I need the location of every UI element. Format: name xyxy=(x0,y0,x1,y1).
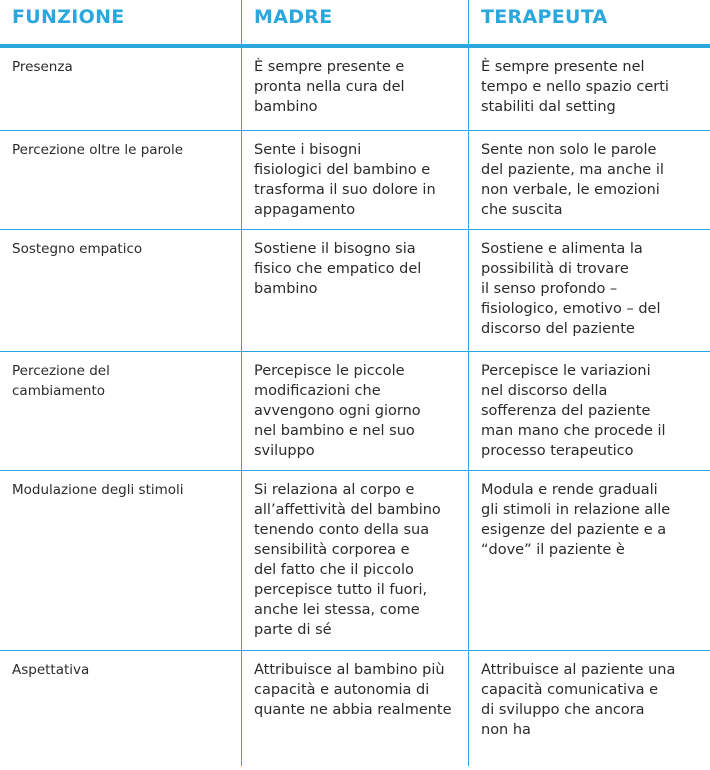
table-row xyxy=(0,471,710,651)
table-row xyxy=(0,651,710,766)
cell-terapeuta: Modula e rende graduali gli stimoli in relazione alle esigenze del paziente e a “dove” il paziente è xyxy=(468,471,710,650)
cell-terapeuta: Attribuisce al paziente una capacità comunicativa e di sviluppo che ancora non ha xyxy=(468,651,710,766)
cell-terapeuta: È sempre presente nel tempo e nello spazio certi stabiliti dal setting xyxy=(468,48,710,130)
table-row xyxy=(0,131,710,230)
cell-funzione: Aspettativa xyxy=(12,662,90,678)
cell-madre: Sente i bisogni fisiologici del bambino e trasforma il suo dolore in appagamento xyxy=(241,131,468,229)
header-terapeuta: TERAPEUTA xyxy=(468,0,710,44)
cell-funzione: Sostegno empatico xyxy=(12,241,143,257)
cell-terapeuta: Sente non solo le parole del paziente, ma anche il non verbale, le emozioni che suscita xyxy=(468,131,710,229)
table-row xyxy=(0,230,710,352)
table-row xyxy=(0,48,710,131)
cell-funzione: Presenza xyxy=(12,59,73,75)
table-row xyxy=(0,352,710,471)
cell-funzione: Modulazione degli stimoli xyxy=(12,482,184,498)
cell-madre: Sostiene il bisogno sia fisico che empatico del bambino xyxy=(241,230,468,351)
table-header xyxy=(0,0,710,48)
cell-madre: Attribuisce al bambino più capacità e autonomia di quante ne abbia realmente xyxy=(241,651,468,766)
cell-madre: Si relaziona al corpo e all’affettività del bambino tenendo conto della sua sensibilità corporea e del fatto che il piccolo percepisce tutto il fuori, anche lei stessa, come parte di sé xyxy=(241,471,468,650)
cell-madre: Percepisce le piccole modificazioni che avvengono ogni giorno nel bambino e nel suo sviluppo xyxy=(241,352,468,470)
cell-madre: È sempre presente e pronta nella cura del bambino xyxy=(241,48,468,130)
cell-funzione: Percezione oltre le parole xyxy=(12,142,184,158)
cell-terapeuta: Sostiene e alimenta la possibilità di trovare il senso profondo – fisiologico, emotivo – del discorso del paziente xyxy=(468,230,710,351)
header-funzione: FUNZIONE xyxy=(12,6,125,28)
header-madre: MADRE xyxy=(241,0,468,44)
cell-funzione: Percezione del cambiamento xyxy=(12,363,110,399)
cell-terapeuta: Percepisce le variazioni nel discorso della sofferenza del paziente man mano che procede il processo terapeutico xyxy=(468,352,710,470)
